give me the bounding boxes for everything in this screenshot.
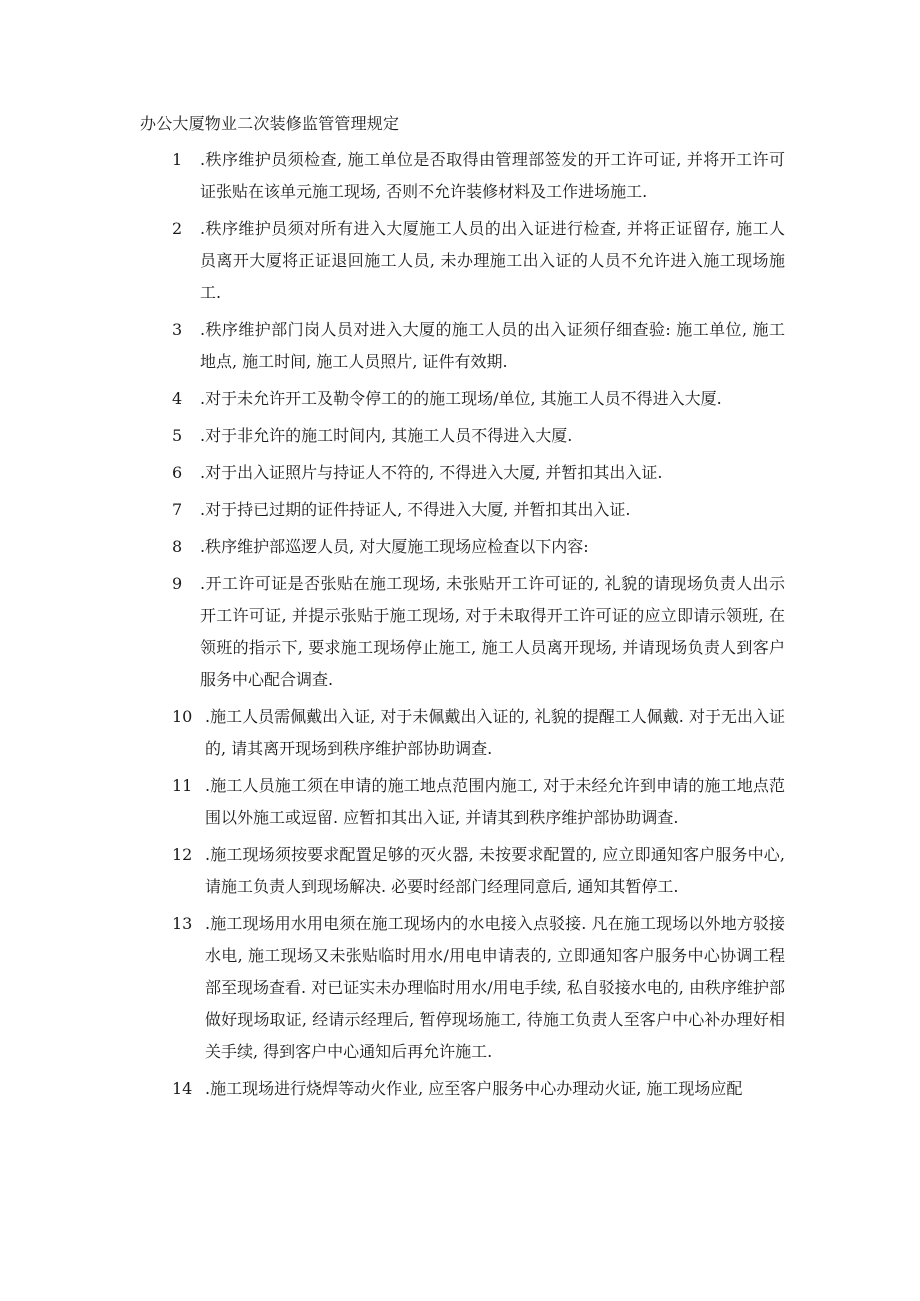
list-item [0,568,920,696]
item-text: .秩序维护部巡逻人员, 对大厦施工现场应检查以下内容: [200,537,589,556]
item-number: 4 [172,389,183,408]
item-text: .施工人员施工须在申请的施工地点范围内施工, 对于未经允许到申请的施工地点范围以外施工或逗留. 应暂扣其出入证, 并请其到秩序维护部协助调查. [205,776,785,827]
item-number: 11 [172,776,193,795]
item-number: 13 [172,914,193,933]
list-item [0,1073,920,1105]
regulation-list [0,144,920,1110]
list-item [0,531,920,563]
item-text: .对于未允许开工及勒令停工的的施工现场/单位, 其施工人员不得进入大厦. [200,389,722,408]
item-number: 1 [172,150,183,169]
item-number: 8 [172,537,183,556]
item-number: 10 [172,707,193,726]
item-text: .施工现场进行烧焊等动火作业, 应至客户服务中心办理动火证, 施工现场应配 [205,1079,743,1098]
item-text: .对于持已过期的证件持证人, 不得进入大厦, 并暂扣其出入证. [200,500,631,519]
item-number: 6 [172,463,183,482]
item-number: 2 [172,219,183,238]
list-item [0,420,920,452]
list-item [0,383,920,415]
list-item [0,213,920,309]
list-item [0,908,920,1068]
list-item [0,494,920,526]
item-text: .秩序维护员须检查, 施工单位是否取得由管理部签发的开工许可证, 并将开工许可证张贴在该单元施工现场, 否则不允许装修材料及工作进场施工. [200,150,785,201]
item-number: 3 [172,320,183,339]
list-item [0,457,920,489]
item-text: .秩序维护部门岗人员对进入大厦的施工人员的出入证须仔细查验: 施工单位, 施工地点, 施工时间, 施工人员照片, 证件有效期. [200,320,785,371]
item-text: .施工现场用水用电须在施工现场内的水电接入点驳接. 凡在施工现场以外地方驳接水电, 施工现场又未张贴临时用水/用电申请表的, 立即通知客户服务中心协调工程部至现场查看. 对已证实未办理临时用水/用电手续, 私自驳接水电的, 由秩序维护部做好现场取证, 经请示经理后, 暂停现场施工, 待施工负责人至客户中心补办理好相关手续, 得到客户中心通知后再允许施工. [205,914,785,1061]
item-text: .对于非允许的施工时间内, 其施工人员不得进入大厦. [200,426,573,445]
item-text: .开工许可证是否张贴在施工现场, 未张贴开工许可证的, 礼貌的请现场负责人出示开工许可证, 并提示张贴于施工现场, 对于未取得开工许可证的应立即请示领班, 在领班的指示下, 要求施工现场停止施工, 施工人员离开现场, 并请现场负责人到客户服务中心配合调查. [200,574,785,689]
list-item [0,144,920,208]
document-title: 办公大厦物业二次装修监管管理规定 [140,114,400,133]
item-number: 9 [172,574,183,593]
item-text: .对于出入证照片与持证人不符的, 不得进入大厦, 并暂扣其出入证. [200,463,663,482]
list-item [0,839,920,903]
item-number: 14 [172,1079,193,1098]
item-number: 12 [172,845,193,864]
item-number: 7 [172,500,183,519]
item-text: .秩序维护员须对所有进入大厦施工人员的出入证进行检查, 并将正证留存, 施工人员离开大厦将正证退回施工人员, 未办理施工出入证的人员不允许进入施工现场施工. [200,219,785,302]
item-text: .施工现场须按要求配置足够的灭火器, 未按要求配置的, 应立即通知客户服务中心, 请施工负责人到现场解决. 必要时经部门经理同意后, 通知其暂停工. [205,845,785,896]
list-item [0,770,920,834]
list-item [0,314,920,378]
item-text: .施工人员需佩戴出入证, 对于未佩戴出入证的, 礼貌的提醒工人佩戴. 对于无出入证的, 请其离开现场到秩序维护部协助调查. [205,707,785,758]
list-item [0,701,920,765]
item-number: 5 [172,426,183,445]
